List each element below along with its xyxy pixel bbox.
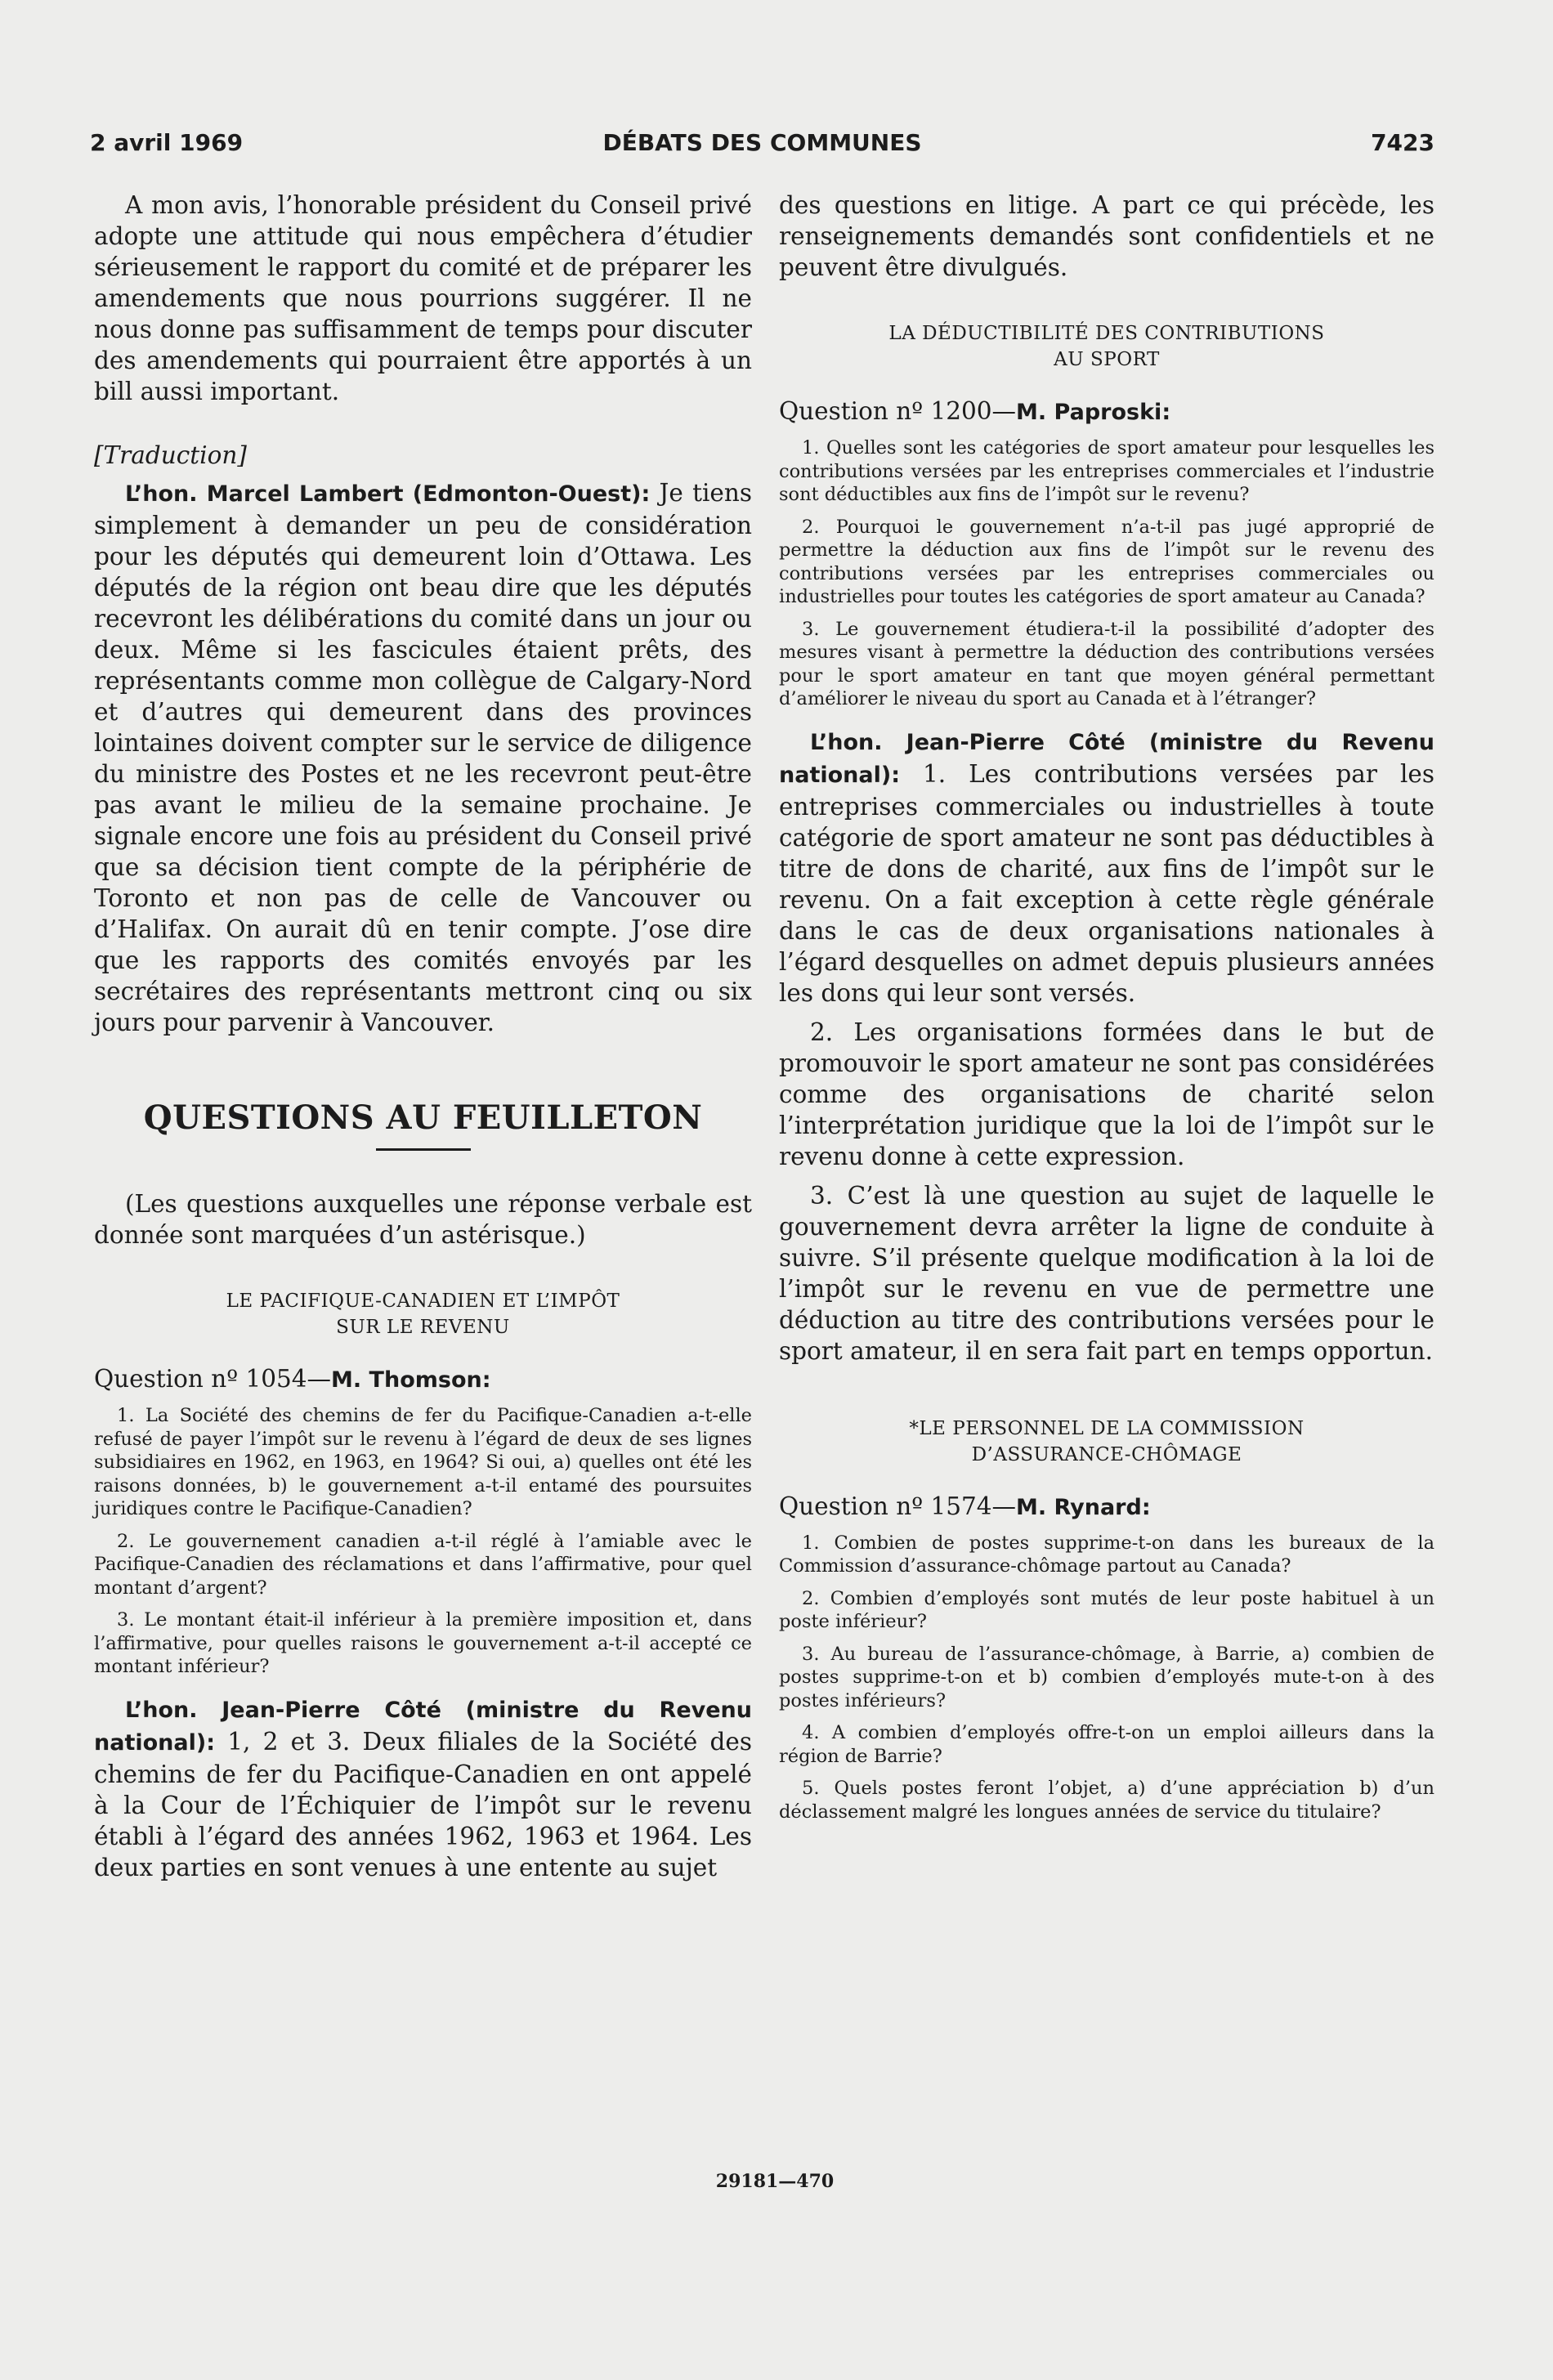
heading-line: LA DÉDUCTIBILITÉ DES CONTRIBUTIONS <box>888 323 1325 344</box>
answer-paragraph <box>94 1693 752 1883</box>
question-label <box>779 1491 1434 1523</box>
question-author: M. Thomson: <box>331 1367 491 1393</box>
speaker-name: L’hon. Marcel Lambert (Edmonton-Ouest): <box>125 481 651 507</box>
question-item: 5. Quels postes feront l’objet, a) d’une appréciation b) d’un déclassement malgré les longues années de service du titulaire? <box>779 1778 1434 1823</box>
answer-paragraph <box>779 726 1434 1009</box>
heading-line: D’ASSURANCE-CHÔMAGE <box>971 1443 1242 1465</box>
header-title: DÉBATS DES COMMUNES <box>602 129 922 156</box>
question-item: 2. Le gouvernement canadien a-t-il réglé à l’amiable avec le Pacifique-Canadien des réclamations et dans l’affirmative, pour quel montant d’argent? <box>94 1530 752 1599</box>
left-column <box>94 190 752 1883</box>
answer-paragraph: 2. Les organisations formées dans le but de promouvoir le sport amateur ne sont pas considérées comme des organisations de charité selon l’interprétation juridique que la loi de l’impôt sur le revenu donne à cette expression. <box>779 1018 1434 1170</box>
heading-line: LE PACIFIQUE-CANADIEN ET L’IMPÔT <box>226 1291 620 1312</box>
question-heading <box>779 320 1434 373</box>
header-page-number: 7423 <box>1371 129 1434 156</box>
question-label <box>779 396 1434 428</box>
speaker-name: L’hon. Jean-Pierre Côté (ministre du Revenu national): <box>779 729 1434 788</box>
question-item: 3. Le gouvernement étudiera-t-il la possibilité d’adopter des mesures visant à permettre la déduction des contributions versées pour le sport amateur en tant que moyen général permettant d’améliorer le niveau du sport au Canada et à l’étranger? <box>779 618 1434 709</box>
answer-paragraph: 3. C’est là une question au sujet de laquelle le gouvernement devra arrêter la ligne de conduite à suivre. S’il présente quelque modification à la loi de l’impôt sur le revenu en vue de permettre une déduction au titre des contributions versées pour le sport amateur, il en sera fait part en temps opportun. <box>779 1181 1434 1365</box>
lambert-speech <box>94 477 752 1038</box>
question-number: Question nº 1574— <box>779 1492 1017 1520</box>
traduction-label: [Traduction] <box>94 441 247 469</box>
header-date: 2 avril 1969 <box>90 129 244 156</box>
paragraph-continued: des questions en litige. A part ce qui précède, les renseignements demandés sont confidentiels et ne peuvent être divulgués. <box>779 191 1434 281</box>
question-item: 1. Quelles sont les catégories de sport amateur pour lesquelles les contributions versées par les entreprises commerciales et l’industrie sont déductibles aux fins de l’impôt sur le revenu? <box>779 437 1434 505</box>
paragraph-intro: A mon avis, l’honorable président du Conseil privé adopte une attitude qui nous empêchera d’étudier sérieusement le rapport du comité et de préparer les amendements que nous pourrions suggérer. Il ne nous donne pas suffisamment de temps pour discuter des amendements qui pourraient être apportés à un bill aussi important. <box>94 191 752 405</box>
question-author: M. Rynard: <box>1016 1494 1151 1520</box>
question-item: 3. Le montant était-il inférieur à la première imposition et, dans l’affirmative, pour quelles raisons le gouvernement a-t-il accepté ce montant inférieur? <box>94 1609 752 1677</box>
question-item: 4. A combien d’employés offre-t-on un emploi ailleurs dans la région de Barrie? <box>779 1722 1434 1767</box>
speech-text: Je tiens simplement à demander un peu de considération pour les députés qui demeurent loin d’Ottawa. Les députés de la région ont beau dire que les députés recevront les délibérations du comité dans un jour ou deux. Même si les fascicules étaient prêts, des représentants comme mon collègue de Calgary-Nord et d’autres qui demeurent dans des provinces lointaines doivent compter sur le service de diligence du ministre des Postes et ne les recevront peut-être pas avant le milieu de la semaine prochaine. Je signale encore une fois au président du Conseil privé que sa décision tient compte de la périphérie de Toronto et non pas de celle de Vancouver ou d’Halifax. On aurait dû en tenir compte. J’ose dire que les rapports des comités envoyés par les secrétaires des représentants mettront cinq ou six jours pour parvenir à Vancouver. <box>94 479 752 1036</box>
question-label <box>94 1363 752 1396</box>
question-heading <box>779 1416 1434 1468</box>
heading-line: AU SPORT <box>1054 349 1160 370</box>
section-note: (Les questions auxquelles une réponse verbale est donnée sont marquées d’un astérisque.) <box>94 1190 752 1249</box>
question-item: 3. Au bureau de l’assurance-chômage, à Barrie, a) combien de postes supprime-t-on et b) combien d’employés mute-t-on à des postes inférieurs? <box>779 1643 1434 1711</box>
question-author: M. Paproski: <box>1016 400 1171 425</box>
question-heading <box>94 1288 752 1340</box>
right-column <box>779 190 1434 1832</box>
answer-text: 1. Les contributions versées par les entreprises commerciales ou industrielles à toute catégorie de sport amateur ne sont pas déductibles à titre de dons de charité, aux fins de l’impôt sur le revenu. On a fait exception à cette règle générale dans le cas de deux organisations nationales à l’égard desquelles on admet depuis plusieurs années les dons qui leur sont versés. <box>779 759 1434 1007</box>
answer-text: 1, 2 et 3. Deux filiales de la Société des chemins de fer du Pacifique-Canadien en ont appelé à la Cour de l’Échiquier de l’impôt sur le revenu établi à l’égard des années 1962, 1963 et 1964. Les deux parties en sont venues à une entente au sujet <box>94 1727 752 1881</box>
section-divider <box>376 1148 471 1151</box>
speaker-name: L’hon. Jean-Pierre Côté (ministre du Revenu national): <box>94 1697 752 1756</box>
question-item: 2. Pourquoi le gouvernement n’a-t-il pas jugé approprié de permettre la déduction aux fins de l’impôt sur le revenu des contributions versées par les entreprises commerciales ou industrielles pour toutes les catégories de sport amateur au Canada? <box>779 516 1434 607</box>
question-number: Question nº 1200— <box>779 397 1017 425</box>
question-number: Question nº 1054— <box>94 1365 332 1393</box>
question-item: 1. Combien de postes supprime-t-on dans les bureaux de la Commission d’assurance-chômage partout au Canada? <box>779 1532 1434 1577</box>
footer-code: 29181—470 <box>715 2171 835 2192</box>
question-item: 1. La Société des chemins de fer du Pacifique-Canadien a-t-elle refusé de payer l’impôt sur le revenu à l’égard de deux de ses lignes subsidiaires en 1962, en 1963, en 1964? Si oui, a) quelles ont été les raisons données, b) le gouvernement a-t-il entamé des poursuites juridiques contre le Pacifique-Canadien? <box>94 1405 752 1519</box>
question-item: 2. Combien d’employés sont mutés de leur poste habituel à un poste inférieur? <box>779 1587 1434 1632</box>
section-title: QUESTIONS AU FEUILLETON <box>143 1098 703 1137</box>
heading-line: *LE PERSONNEL DE LA COMMISSION <box>909 1417 1305 1439</box>
heading-line: SUR LE REVENU <box>336 1317 510 1338</box>
